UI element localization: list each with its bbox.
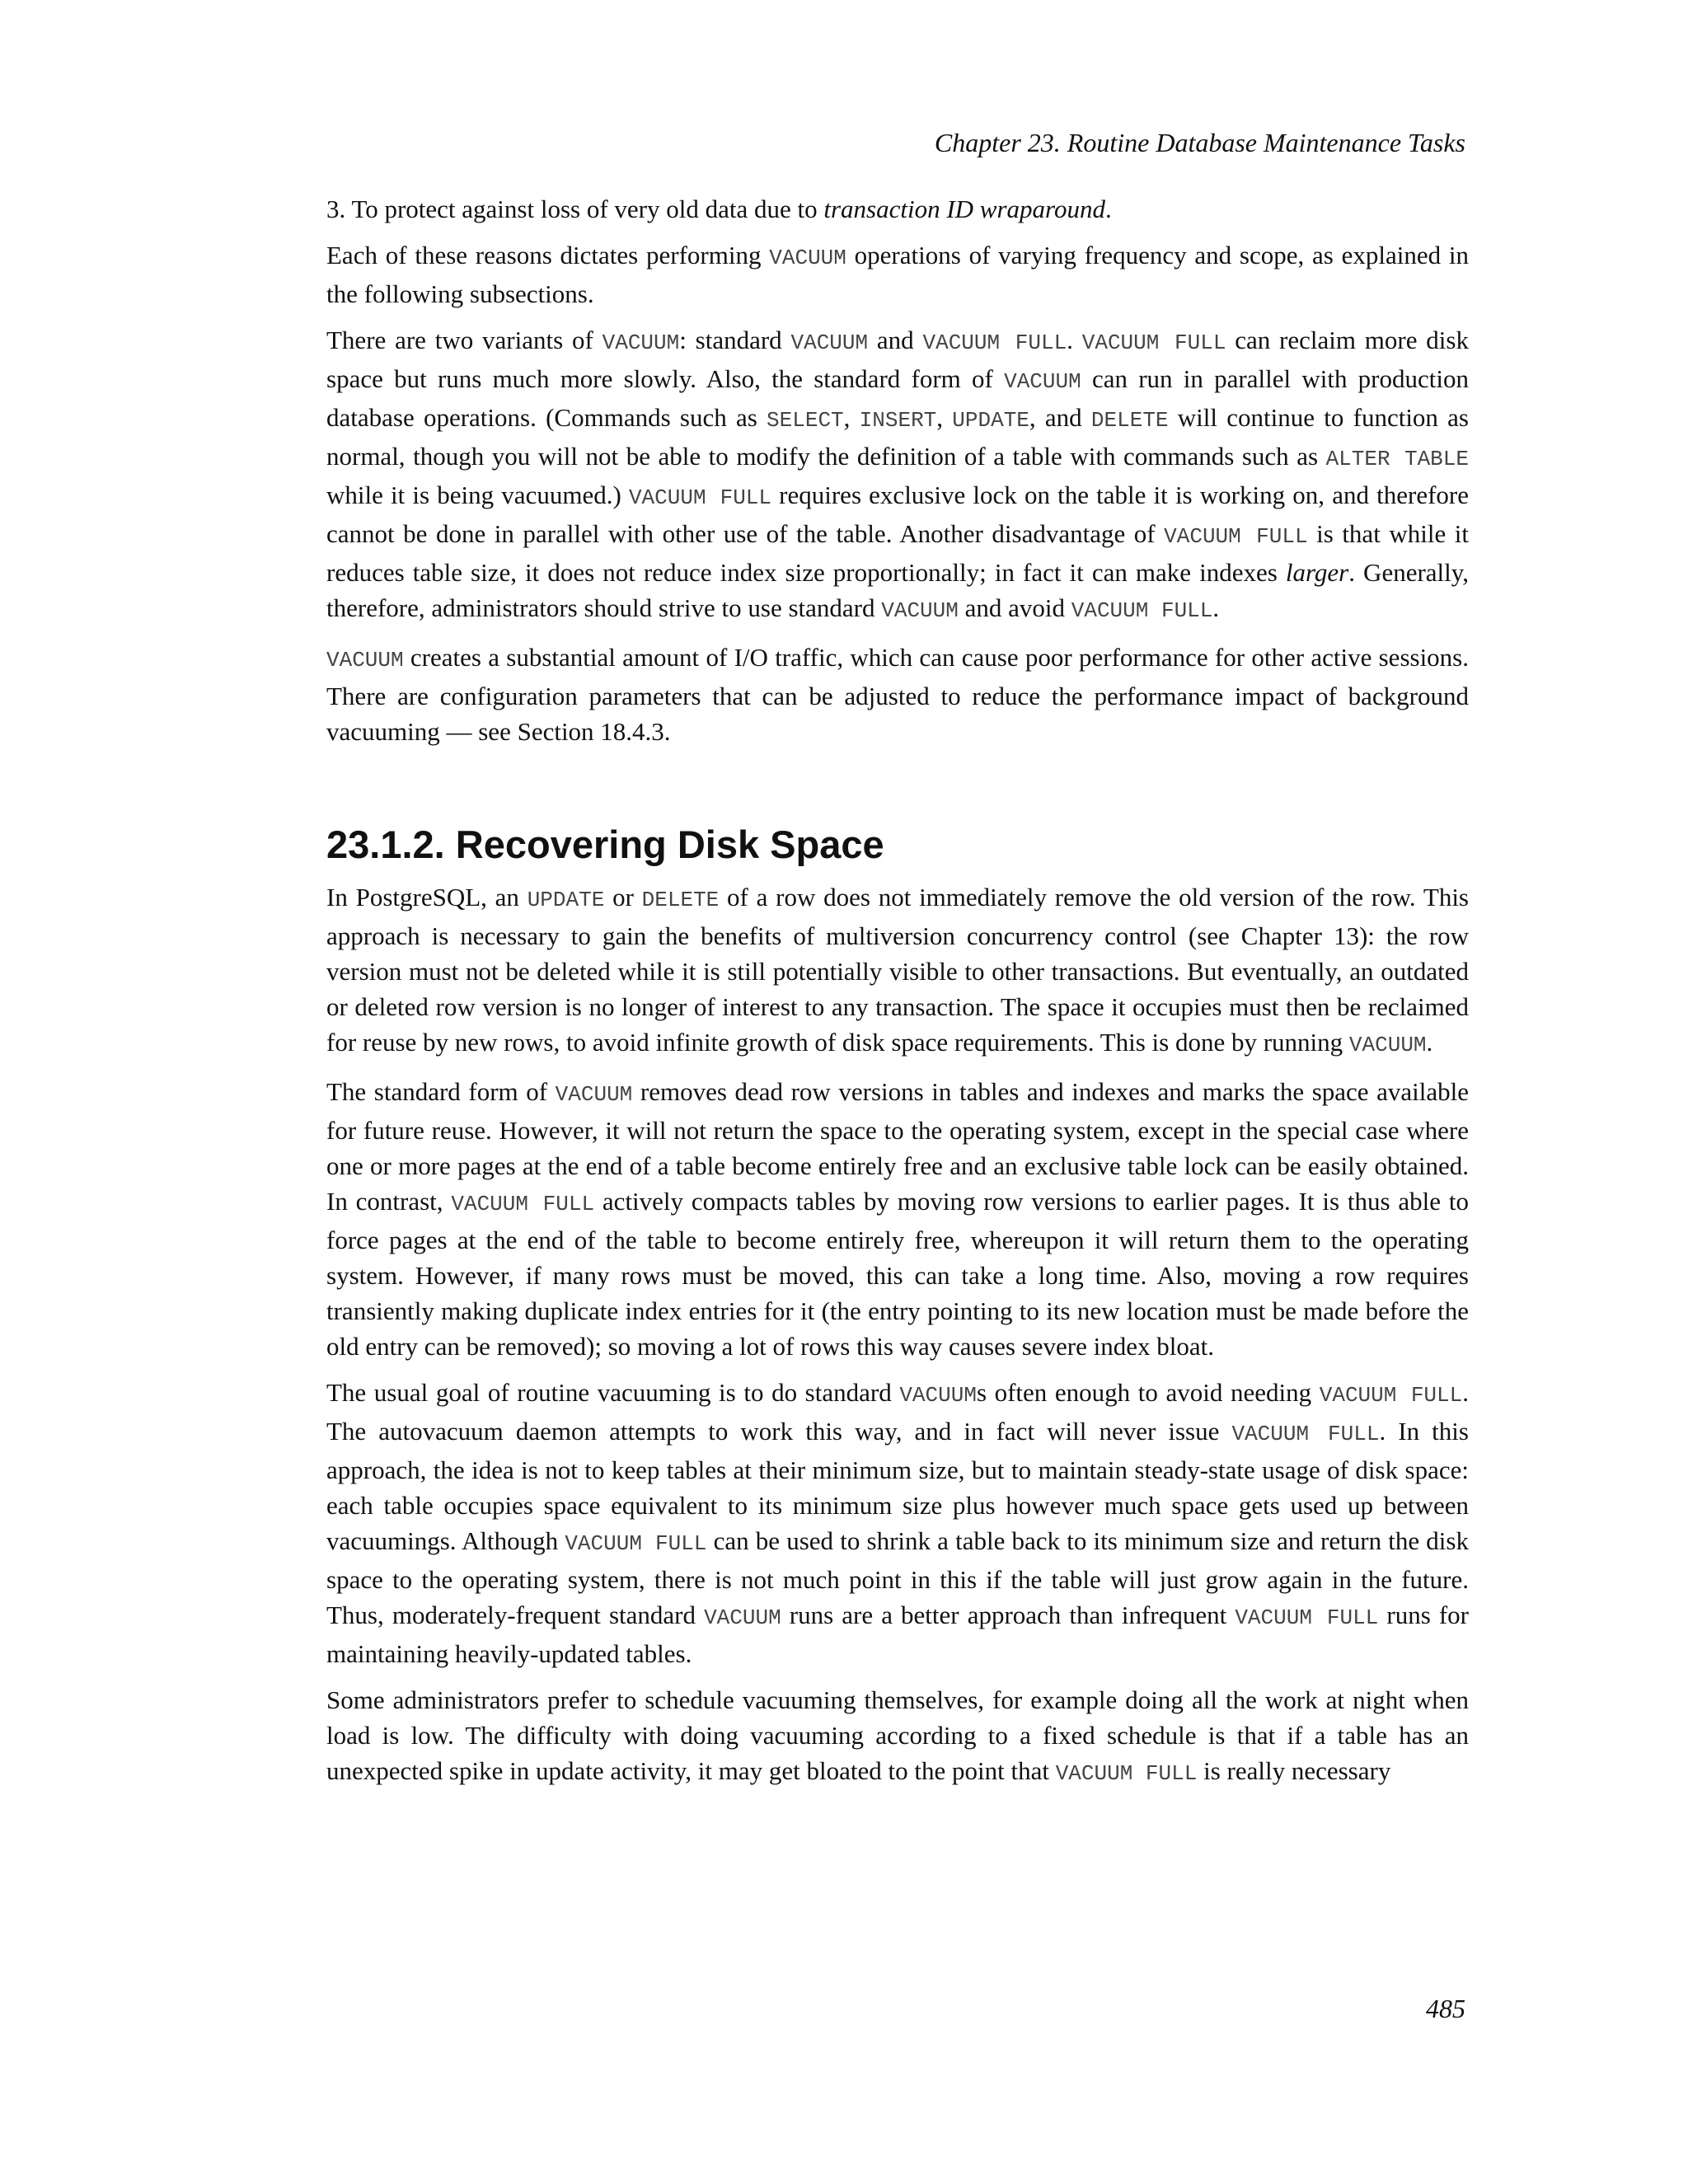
paragraph-1: Each of these reasons dictates performing VACUUM operations of varying frequency and scope, as explained in the following subsections. [326, 241, 1470, 308]
code-literal: ALTER TABLE [1325, 447, 1469, 471]
paragraph-6: The usual goal of routine vacuuming is to do standard VACUUMs often enough to avoid needing VACUUM FULL. The autovacuum daemon attempts to work this way, and in fact will never issue VACUUM FULL. In this approach, the idea is not to keep tables at their minimum size, but to maintain steady-state usage of disk space: each table occupies space equivalent to its minimum size plus however much space gets used up between vacuumings. Although VACUUM FULL can be used to shrink a table back to its minimum size and return the disk space to the operating system, there is not much point in this if the table will just grow again in the future. Thus, moderately-frequent standard VACUUM runs are a better approach than infrequent VACUUM FULL runs for maintaining heavily-updated tables. [326, 1378, 1469, 1668]
paragraph-5: The standard form of VACUUM removes dead row versions in tables and indexes and marks the space available for future reuse. However, it will not return the space to the operating system, except in the special case where one or more pages at the end of a table become entirely free and an exclusive table lock can be easily obtained. In contrast, VACUUM FULL actively compacts tables by moving row versions to earlier pages. It is thus able to force pages at the end of the table to become entirely free, whereupon it will return them to the operating system. However, if many rows must be moved, this can take a long time. Also, moving a row requires transiently making duplicate index entries for it (the entry pointing to its new location must be made before the old entry can be removed); so moving a lot of rows this way causes severe index bloat. [326, 1077, 1469, 1361]
code-literal: VACUUM [326, 648, 404, 673]
code-literal: VACUUM FULL [1071, 598, 1213, 623]
paragraph-2: There are two variants of VACUUM: standard VACUUM and VACUUM FULL. VACUUM FULL can reclaim more disk space but runs much more slowly. Also, the standard form of VACUUM can run in parallel with production database operations. (Commands such as SELECT, INSERT, UPDATE, and DELETE will continue to function as normal, though you will not be able to modify the definition of a table with commands such as ALTER TABLE while it is being vacuumed.) VACUUM FULL requires exclusive lock on the table it is working on, and therefore cannot be done in parallel with other use of the table. Another disadvantage of VACUUM FULL is that while it reduces table size, it does not reduce index size proportionally; in fact it can make indexes larger. Generally, therefore, administrators should strive to use standard VACUUM and avoid VACUUM FULL. [326, 326, 1470, 623]
code-literal: VACUUM FULL [1231, 1422, 1380, 1446]
code-literal: VACUUM FULL [565, 1531, 707, 1556]
code-literal: VACUUM FULL [922, 330, 1067, 355]
code-literal: UPDATE [527, 888, 605, 912]
code-literal: VACUUM FULL [1055, 1761, 1198, 1786]
page-number: 485 [1426, 1994, 1465, 2023]
code-literal: SELECT [767, 408, 844, 433]
code-literal: VACUUM [790, 330, 869, 355]
list-item-3: 3. To protect against loss of very old data due to transaction ID wraparound. [326, 194, 1112, 223]
code-literal: VACUUM [1004, 369, 1081, 394]
page-body [326, 191, 1469, 1802]
code-literal: VACUUM FULL [628, 485, 771, 510]
code-literal: VACUUM [704, 1605, 781, 1630]
running-header: Chapter 23. Routine Database Maintenance Tasks [934, 128, 1465, 157]
code-literal: VACUUM FULL [1081, 330, 1226, 355]
code-literal: VACUUM FULL [1164, 524, 1308, 549]
paragraph-3: VACUUM creates a substantial amount of I/O traffic, which can cause poor performance for other active sessions. There are configuration parameters that can be adjusted to reduce the performance impact of background vacuuming — see Section 18.4.3. [326, 643, 1469, 746]
code-literal: VACUUM [602, 330, 680, 355]
code-literal: VACUUM FULL [1235, 1605, 1379, 1630]
section-heading: 23.1.2. Recovering Disk Space [326, 823, 884, 866]
paragraph-7: Some administrators prefer to schedule vacuuming themselves, for example doing all the work at night when load is low. The difficulty with doing vacuuming according to a fixed schedule is that if a table has an unexpected spike in update activity, it may get bloated to the point that VACUUM FULL is really necessary [326, 1685, 1469, 1786]
code-literal: VACUUM FULL [1319, 1383, 1463, 1408]
code-literal: VACUUM [899, 1383, 977, 1408]
code-literal: UPDATE [952, 408, 1029, 433]
paragraph-4: In PostgreSQL, an UPDATE or DELETE of a row does not immediately remove the old version of the row. This approach is necessary to gain the benefits of multiversion concurrency control (see Chapter 13): the row version must not be deleted while it is still potentially visible to other transactions. But eventually, an outdated or deleted row version is no longer of interest to any transaction. The space it occupies must then be reclaimed for reuse by new rows, to avoid infinite growth of disk space requirements. This is done by running VACUUM. [326, 883, 1469, 1057]
code-literal: DELETE [1090, 408, 1169, 433]
code-literal: VACUUM [555, 1082, 633, 1107]
code-literal: VACUUM [881, 598, 959, 623]
code-literal: VACUUM [1348, 1033, 1427, 1057]
code-literal: VACUUM [769, 246, 846, 270]
code-literal: VACUUM FULL [451, 1192, 595, 1216]
emphasis: transaction ID wraparound [823, 194, 1105, 223]
code-literal: DELETE [641, 888, 720, 912]
emphasis: larger [1285, 558, 1349, 587]
code-literal: INSERT [859, 408, 937, 433]
